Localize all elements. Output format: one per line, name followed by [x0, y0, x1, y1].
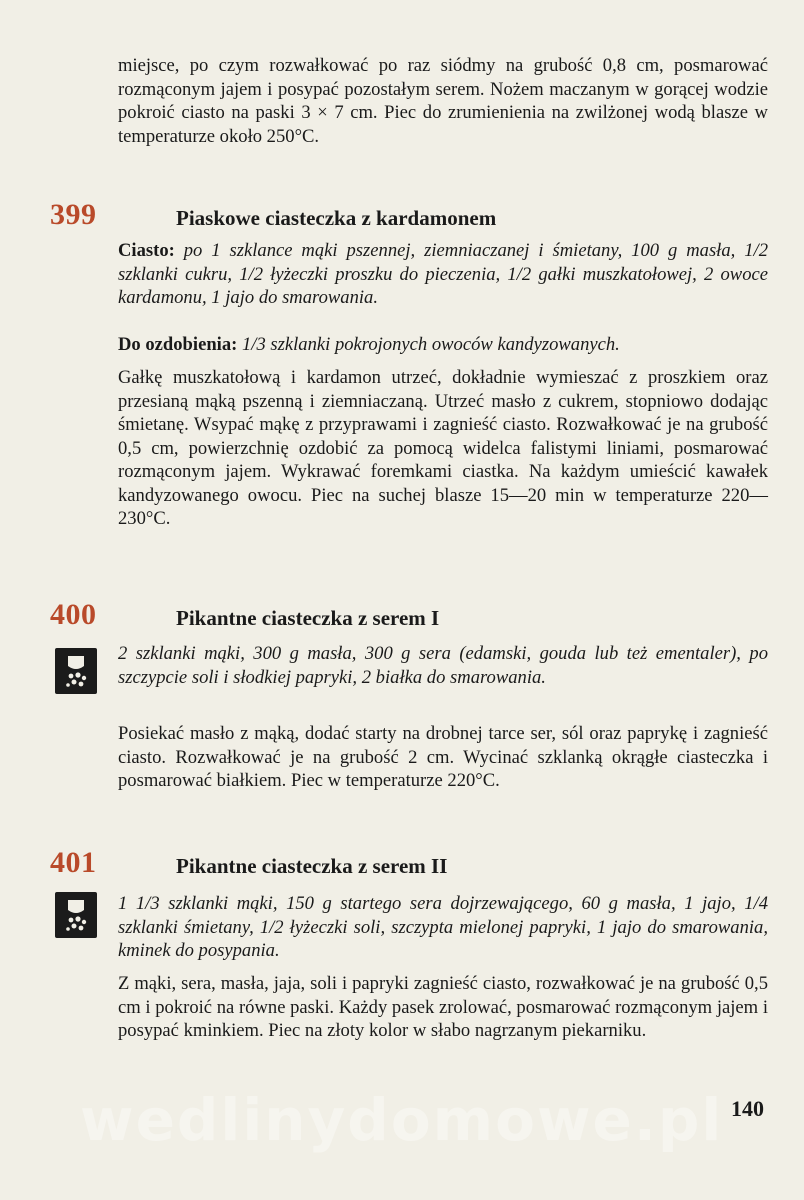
recipe-number: 400	[50, 598, 97, 631]
decoration-label: Do ozdobienia:	[118, 334, 238, 355]
recipe-title: Pikantne ciasteczka z serem I	[176, 606, 440, 630]
recipe-ingredients	[118, 239, 768, 310]
intro-paragraph: miejsce, po czym rozwałkować po raz siódmy na grubość 0,8 cm, posmarować rozmąconym jajem i posypać pozostałym serem. Nożem maczanym w gorącej wodzie pokroić ciasto na paski 3 × 7 cm. Piec do zrumienienia na zwilżonej wodą blasze w temperaturze około 250°C.	[118, 55, 768, 147]
watermark: wedlinydomowe.pl	[80, 1086, 724, 1154]
recipe-instructions: Gałkę muszkatołową i kardamon utrzeć, dokładnie wymieszać z proszkiem oraz przesianą mąką pszenną i ziemniaczaną. Utrzeć masło z cukrem, stopniowo dodając śmietanę. Wsypać mąkę z przyprawami i zagnieść ciasto. Rozwałkować je na grubość 0,5 cm, powierzchnię ozdobić za pomocą widelca falistymi liniami, posmarować rozmąconym jajem. Wykrawać foremkami ciastka. Na każdym umieścić kawałek kandyzowanego owocu. Piec na suchej blasze 15—20 min w temperaturze 220—230°C.	[118, 367, 768, 529]
recipe-title: Piaskowe ciasteczka z kardamonem	[176, 206, 497, 230]
cheese-grater-icon	[55, 892, 97, 938]
recipe-number: 401	[50, 846, 97, 879]
page-number: 140	[731, 1096, 764, 1121]
cheese-grater-icon	[55, 648, 97, 694]
recipe-instructions: Z mąki, sera, masła, jaja, soli i papryki zagnieść ciasto, rozwałkować je na grubość 0,5 cm i pokroić na równe paski. Każdy pasek zrolować, posmarować rozmąconym jajem i posypać kminkiem. Piec na złoty kolor w słabo nagrzanym piekarniku.	[118, 973, 768, 1041]
recipe-ingredients: 2 szklanki mąki, 300 g masła, 300 g sera (edamski, gouda lub też ementaler), po szczypcie soli i słodkiej papryki, 2 białka do smarowania.	[118, 643, 768, 688]
decoration-text: 1/3 szklanki pokrojonych owoców kandyzowanych.	[241, 334, 620, 355]
ingredients-label: Ciasto:	[118, 240, 175, 261]
recipe-instructions: Posiekać masło z mąką, dodać starty na drobnej tarce ser, sól oraz paprykę i zagnieść ciasto. Rozwałkować je na grubość 2 cm. Wycinać szklanką okrągłe ciasteczka i posmarować białkiem. Piec w temperaturze 220°C.	[118, 723, 768, 791]
recipe-ingredients: 1 1/3 szklanki mąki, 150 g startego sera dojrzewającego, 60 g masła, 1 jajo, 1/4 szklanki śmietany, 1/2 łyżeczki soli, szczypta mielonej papryki, 1 jajo do smarowania, kminek do posypania.	[118, 893, 768, 961]
recipe-decoration	[118, 333, 768, 357]
ingredients-text: po 1 szklance mąki pszennej, ziemniaczanej i śmietany, 100 g masła, 1/2 szklanki cukru, 1/2 łyżeczki proszku do pieczenia, 1/2 gałki muszkatołowej, 2 owoce kardamonu, 1 jajo do smarowania.	[118, 240, 768, 308]
recipe-number: 399	[50, 198, 97, 231]
recipe-title: Pikantne ciasteczka z serem II	[176, 854, 448, 878]
